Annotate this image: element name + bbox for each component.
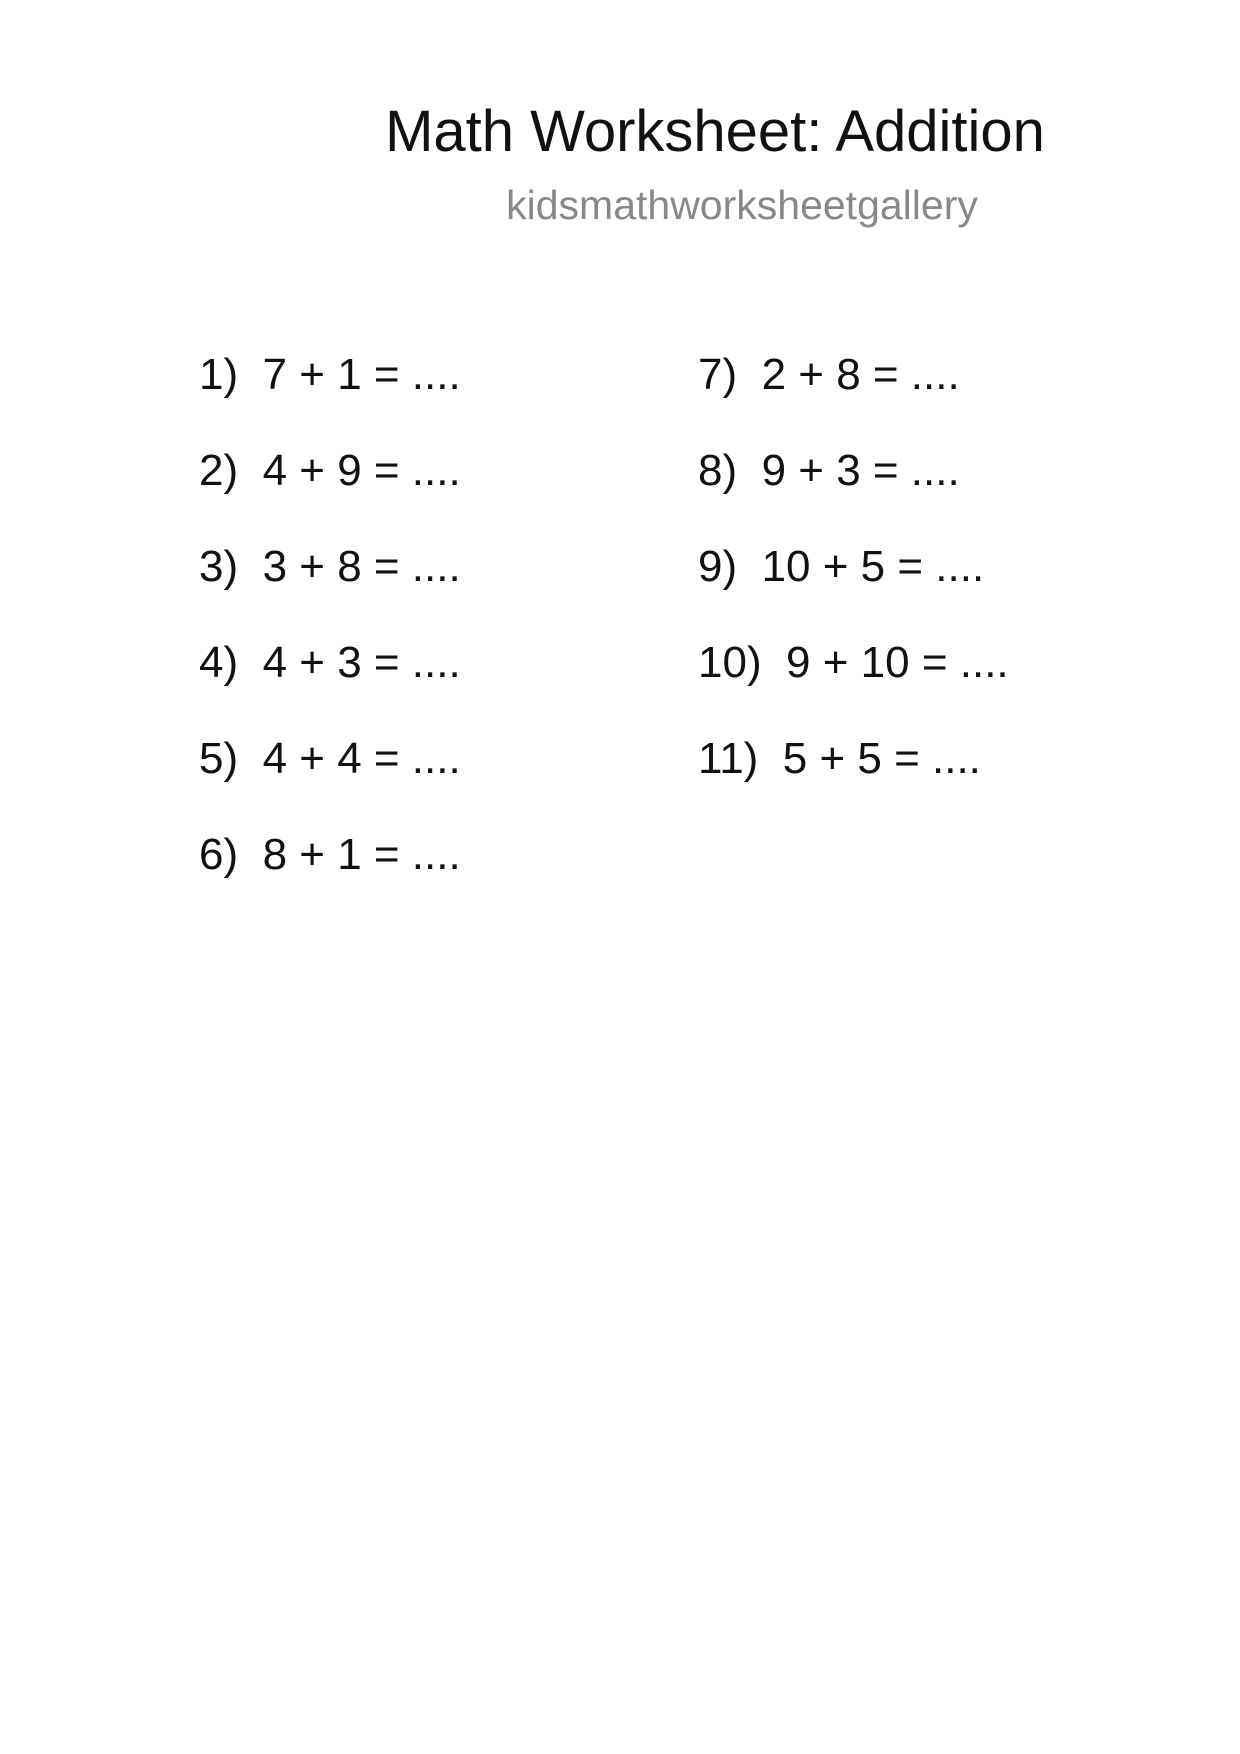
problem-item: 5) 4 + 4 = .... [199, 734, 461, 783]
page-subtitle: kidsmathworksheetgallery [506, 182, 978, 228]
problem-item: 9) 10 + 5 = .... [698, 542, 985, 591]
problem-item: 6) 8 + 1 = .... [199, 830, 461, 879]
problem-column-left [199, 347, 461, 923]
problem-item: 2) 4 + 9 = .... [199, 446, 461, 495]
problem-item: 10) 9 + 10 = .... [698, 638, 1009, 687]
problem-item: 4) 4 + 3 = .... [199, 638, 461, 687]
problem-item: 3) 3 + 8 = .... [199, 542, 461, 591]
problem-item: 7) 2 + 8 = .... [698, 350, 960, 399]
problem-column-right [698, 347, 1009, 827]
page-title: Math Worksheet: Addition [385, 99, 1045, 164]
problem-item: 11) 5 + 5 = .... [698, 734, 981, 783]
problem-item: 1) 7 + 1 = .... [199, 350, 461, 399]
problem-item: 8) 9 + 3 = .... [698, 446, 960, 495]
